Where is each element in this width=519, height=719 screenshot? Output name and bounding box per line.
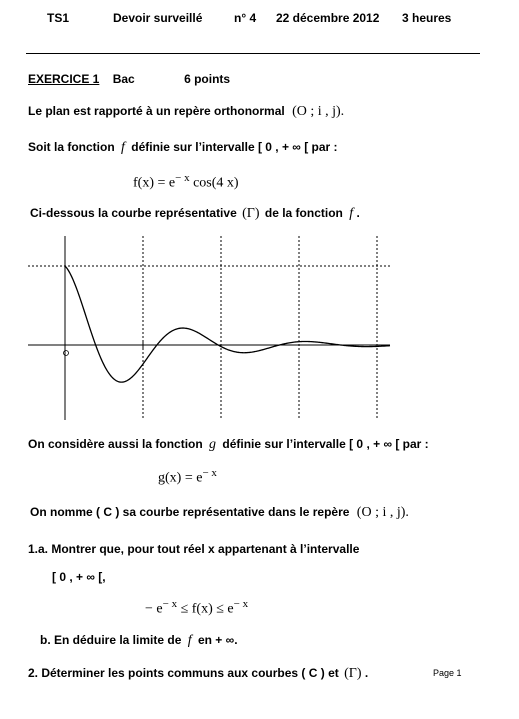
q1b-end: en + ∞. [197,633,238,647]
ineq-exp2: − x [233,598,249,610]
page-number: Page 1 [433,668,462,678]
cidessous-mid: de la fonction [264,206,343,220]
f-def-right: cos(4 x) [193,175,239,191]
repere-notation: (O ; i , j). [292,104,345,119]
ineq-left: − e [145,601,163,617]
ineq-exp1: − x [162,598,178,610]
f-name: f [121,140,125,155]
cidessous-f: f [349,206,354,221]
nomme-line [30,505,409,521]
exercise-points: 6 points [184,72,231,86]
repere-text-2: O ; i , j [361,505,401,520]
inequality [145,598,248,618]
gamma-curve [65,266,390,382]
g-name: g [209,437,217,452]
soit-start: Soit la fonction [28,140,115,154]
exercise-label: EXERCICE 1 [28,72,100,86]
f-def-left: f(x) = e [133,175,176,191]
cidessous-start: Ci-dessous la courbe représentative [30,206,237,220]
soit-end: définie sur l’intervalle [ 0 , + ∞ [ par : [131,140,338,154]
g-line [28,437,429,453]
header-date: 22 décembre 2012 [276,11,380,25]
g-def-left: g(x) = e [158,470,203,486]
g-definition [158,467,217,487]
gamma-label: (Γ) [242,206,260,221]
q2-start: 2. Déterminer les points communs aux courbes ( C ) et [28,666,339,680]
ineq-mid: ≤ f(x) ≤ e [180,601,234,617]
q1b-f: f [187,633,192,648]
question-1a: 1.a. Montrer que, pour tout réel x appartenant à l’intervalle [28,542,360,556]
g-def-exp: − x [202,467,217,479]
plan-text: Le plan est rapporté à un repère orthonormal [28,104,285,118]
f-def-exp: − x [175,172,190,184]
g-start: On considère aussi la fonction [28,437,203,451]
question-2 [28,666,368,682]
exercise-type: Bac [112,72,135,86]
g-end: définie sur l’intervalle [ 0 , + ∞ [ par : [222,437,429,451]
cidessous-end: . [356,206,360,220]
q2-gamma: (Γ) [344,666,362,681]
repere-notation-2: (O ; i , j). [356,505,409,520]
question-1b [40,633,238,649]
header-duration: 3 heures [402,11,452,25]
q1b-start: b. En déduire la limite de [40,633,182,647]
header-number: n° 4 [234,11,257,25]
q2-end: . [364,666,369,680]
header-title: Devoir surveillé [113,11,203,25]
header-class: TS1 [47,11,70,25]
question-1a-interval: [ 0 , + ∞ [, [52,570,106,584]
nomme-text: On nomme ( C ) sa courbe représentative dans le repère [30,505,350,519]
repere-text: O ; i , j [296,104,337,119]
origin-marker [64,351,69,356]
